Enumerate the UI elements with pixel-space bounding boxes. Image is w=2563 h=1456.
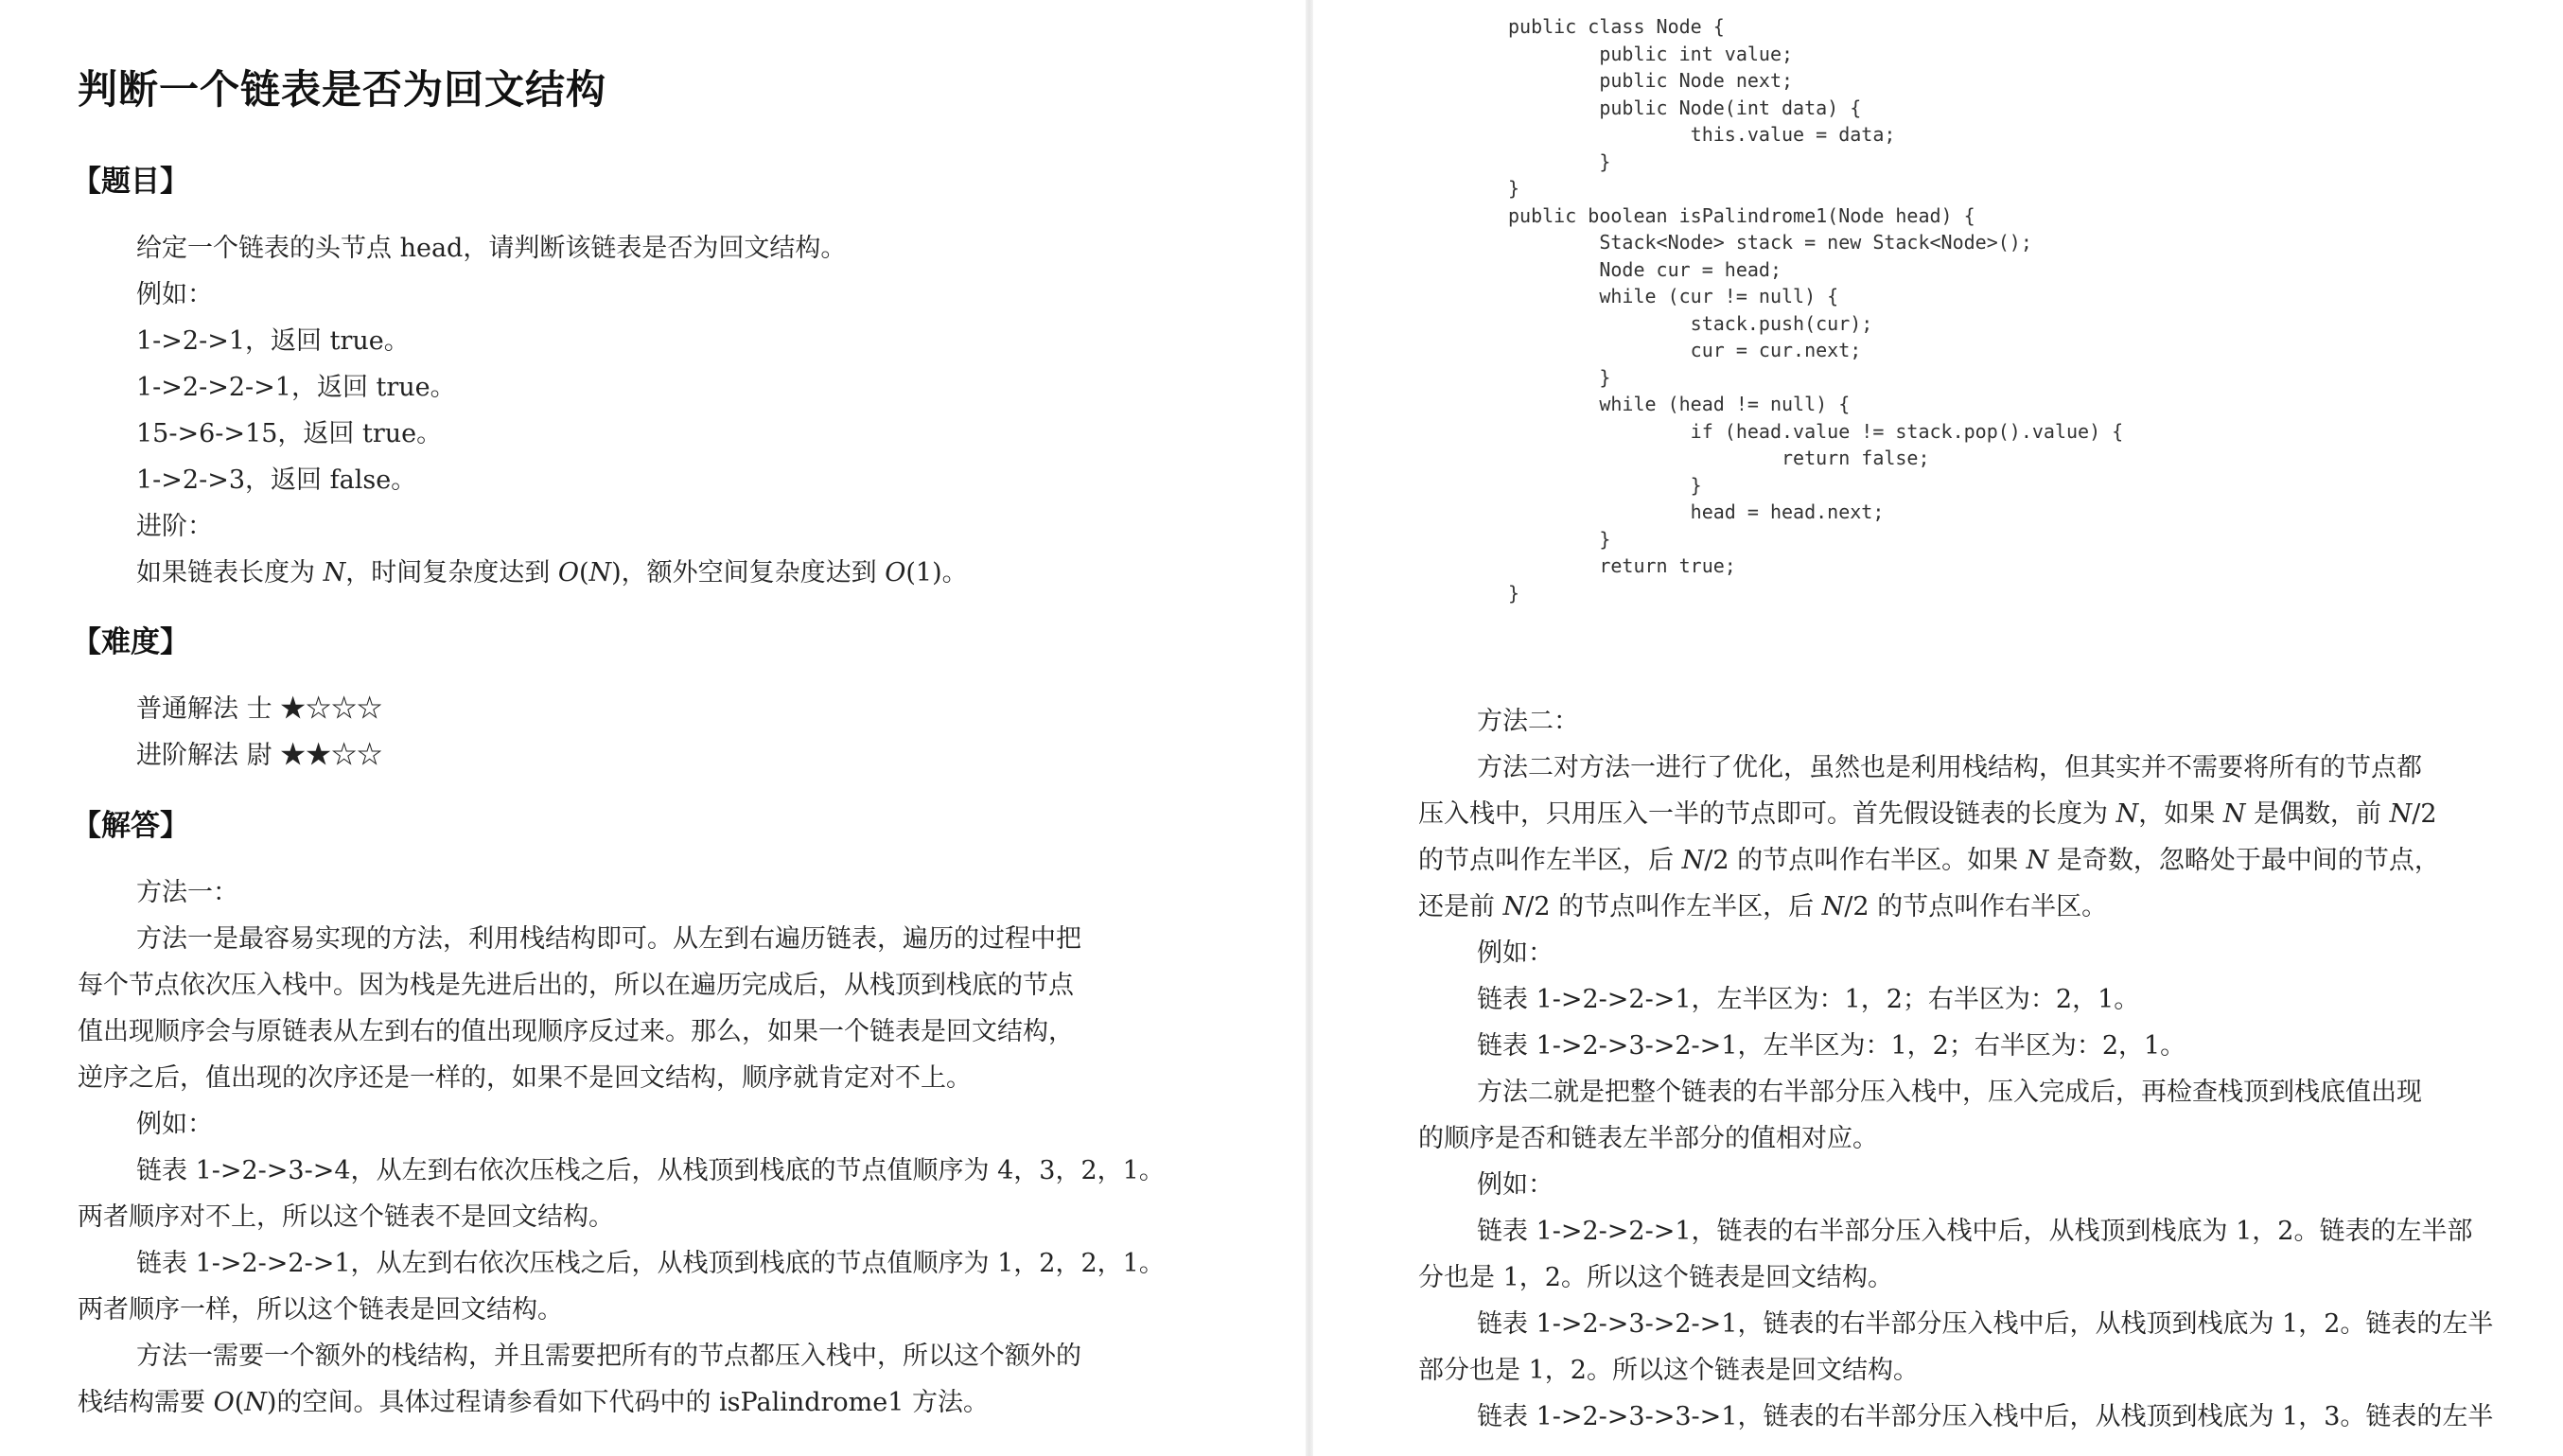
problem-line: 1->2->2->1，返回 true。 (136, 373, 456, 402)
method2-line: 链表 1->2->3->2->1，左半区为：1，2；右半区为：2，1。 (1477, 1031, 2186, 1061)
code-line: Stack<Node> stack = new Stack<Node>(); (1508, 231, 2032, 254)
code-line: public int value; (1508, 42, 1794, 65)
book-spine (1306, 0, 1313, 1456)
code-line: public Node(int data) { (1508, 96, 1862, 119)
method2-line: 的节点叫作左半区，后 N/2 的节点叫作右半区。如果 N 是奇数，忽略处于最中间的节点， (1418, 846, 2440, 875)
method2-line: 链表 1->2->3->3->1，链表的右半部分压入栈中后，从栈顶到栈底为 1，3。链表的左半 (1477, 1402, 2494, 1431)
method2-line: 的顺序是否和链表左半部分的值相对应。 (1418, 1124, 1878, 1153)
difficulty-advanced: 进阶解法 尉 ★★☆☆ (136, 741, 383, 770)
code-line: while (head != null) { (1508, 393, 1851, 415)
code-line: } (1508, 177, 1520, 200)
code-line: head = head.next; (1508, 500, 1885, 523)
code-line: return false; (1508, 447, 1930, 469)
method2-line: 压入栈中，只用压入一半的节点即可。首先假设链表的长度为 N，如果 N 是偶数，前 N/2 (1418, 799, 2437, 829)
code-line: Node cur = head; (1508, 257, 1782, 281)
right-page (1313, 0, 2563, 1456)
problem-line: 进阶： (136, 512, 213, 541)
answer-last-line: 栈结构需要 O(N)的空间。具体过程请参看如下代码中的 isPalindrome1 方法。 (78, 1388, 990, 1417)
method2-line: 分也是 1，2。所以这个链表是回文结构。 (1418, 1263, 1893, 1292)
code-line: } (1508, 581, 1520, 605)
method2-line: 链表 1->2->3->2->1，链表的右半部分压入栈中后，从栈顶到栈底为 1，2。链表的左半 (1477, 1309, 2494, 1339)
answer-heading: 【解答】 (72, 809, 189, 843)
method2-line: 链表 1->2->2->1，左半区为：1，2；右半区为：2，1。 (1477, 985, 2140, 1014)
code-line: return true; (1508, 554, 1736, 577)
answer-line: 逆序之后，值出现的次序还是一样的，如果不是回文结构，顺序就肯定对不上。 (78, 1063, 972, 1093)
code-line: stack.push(cur); (1508, 311, 1873, 335)
problem-line: 给定一个链表的头节点 head，请判断该链表是否为回文结构。 (136, 234, 847, 263)
code-block (1508, 13, 2123, 606)
answer-line: 方法一： (136, 878, 238, 907)
code-line: this.value = data; (1508, 123, 1896, 146)
difficulty-heading: 【难度】 (72, 625, 189, 659)
answer-line: 两者顺序对不上，所以这个链表不是回文结构。 (78, 1202, 614, 1232)
code-line: cur = cur.next; (1508, 339, 1862, 361)
method2-line: 例如： (1477, 1170, 1554, 1200)
method2-line: 方法二对方法一进行了优化，虽然也是利用栈结构，但其实并不需要将所有的节点都 (1477, 753, 2422, 782)
method2-line: 链表 1->2->2->1，链表的右半部分压入栈中后，从栈顶到栈底为 1，2。链表的左半部 (1477, 1217, 2473, 1246)
problem-heading: 【题目】 (72, 165, 189, 199)
answer-line: 两者顺序一样，所以这个链表是回文结构。 (78, 1295, 563, 1324)
problem-line: 1->2->1，返回 true。 (136, 326, 410, 356)
method2-line: 还是前 N/2 的节点叫作左半区，后 N/2 的节点叫作右半区。 (1418, 892, 2108, 921)
advanced-requirement: 如果链表长度为 N，时间复杂度达到 O(N)，额外空间复杂度达到 O(1)。 (136, 558, 968, 588)
code-line: } (1508, 365, 1611, 389)
code-line: if (head.value != stack.pop().value) { (1508, 419, 2124, 443)
answer-line: 链表 1->2->2->1，从左到右依次压栈之后，从栈顶到栈底的节点值顺序为 1，2，2，1。 (136, 1249, 1165, 1278)
method2-heading: 方法二： (1477, 707, 1579, 736)
problem-line: 1->2->3，返回 false。 (136, 465, 417, 495)
page-title: 判断一个链表是否为回文结构 (78, 66, 607, 113)
code-line: } (1508, 473, 1702, 497)
code-line: while (cur != null) { (1508, 285, 1839, 307)
difficulty-normal: 普通解法 士 ★☆☆☆ (136, 694, 383, 724)
code-line: } (1508, 527, 1611, 551)
answer-line: 例如： (136, 1110, 213, 1139)
answer-line: 方法一需要一个额外的栈结构，并且需要把所有的节点都压入栈中，所以这个额外的 (136, 1342, 1081, 1371)
problem-line: 15->6->15，返回 true。 (136, 419, 443, 448)
code-line: public boolean isPalindrome1(Node head) { (1508, 203, 1975, 227)
method2-line: 例如： (1477, 939, 1554, 968)
code-line: } (1508, 149, 1611, 173)
answer-line: 每个节点依次压入栈中。因为栈是先进后出的，所以在遍历完成后，从栈顶到栈底的节点 (78, 971, 1074, 1000)
code-line: public Node next; (1508, 69, 1794, 92)
code-line: public class Node { (1508, 15, 1725, 38)
method2-line: 方法二就是把整个链表的右半部分压入栈中，压入完成后，再检查栈顶到栈底值出现 (1477, 1078, 2422, 1107)
answer-line: 链表 1->2->3->4，从左到右依次压栈之后，从栈顶到栈底的节点值顺序为 4，3，2，1。 (136, 1156, 1165, 1185)
answer-line: 值出现顺序会与原链表从左到右的值出现顺序反过来。那么，如果一个链表是回文结构， (78, 1017, 1074, 1046)
answer-line: 方法一是最容易实现的方法，利用栈结构即可。从左到右遍历链表，遍历的过程中把 (136, 924, 1081, 954)
method2-line: 部分也是 1，2。所以这个链表是回文结构。 (1418, 1356, 1919, 1385)
problem-line: 例如： (136, 280, 213, 309)
